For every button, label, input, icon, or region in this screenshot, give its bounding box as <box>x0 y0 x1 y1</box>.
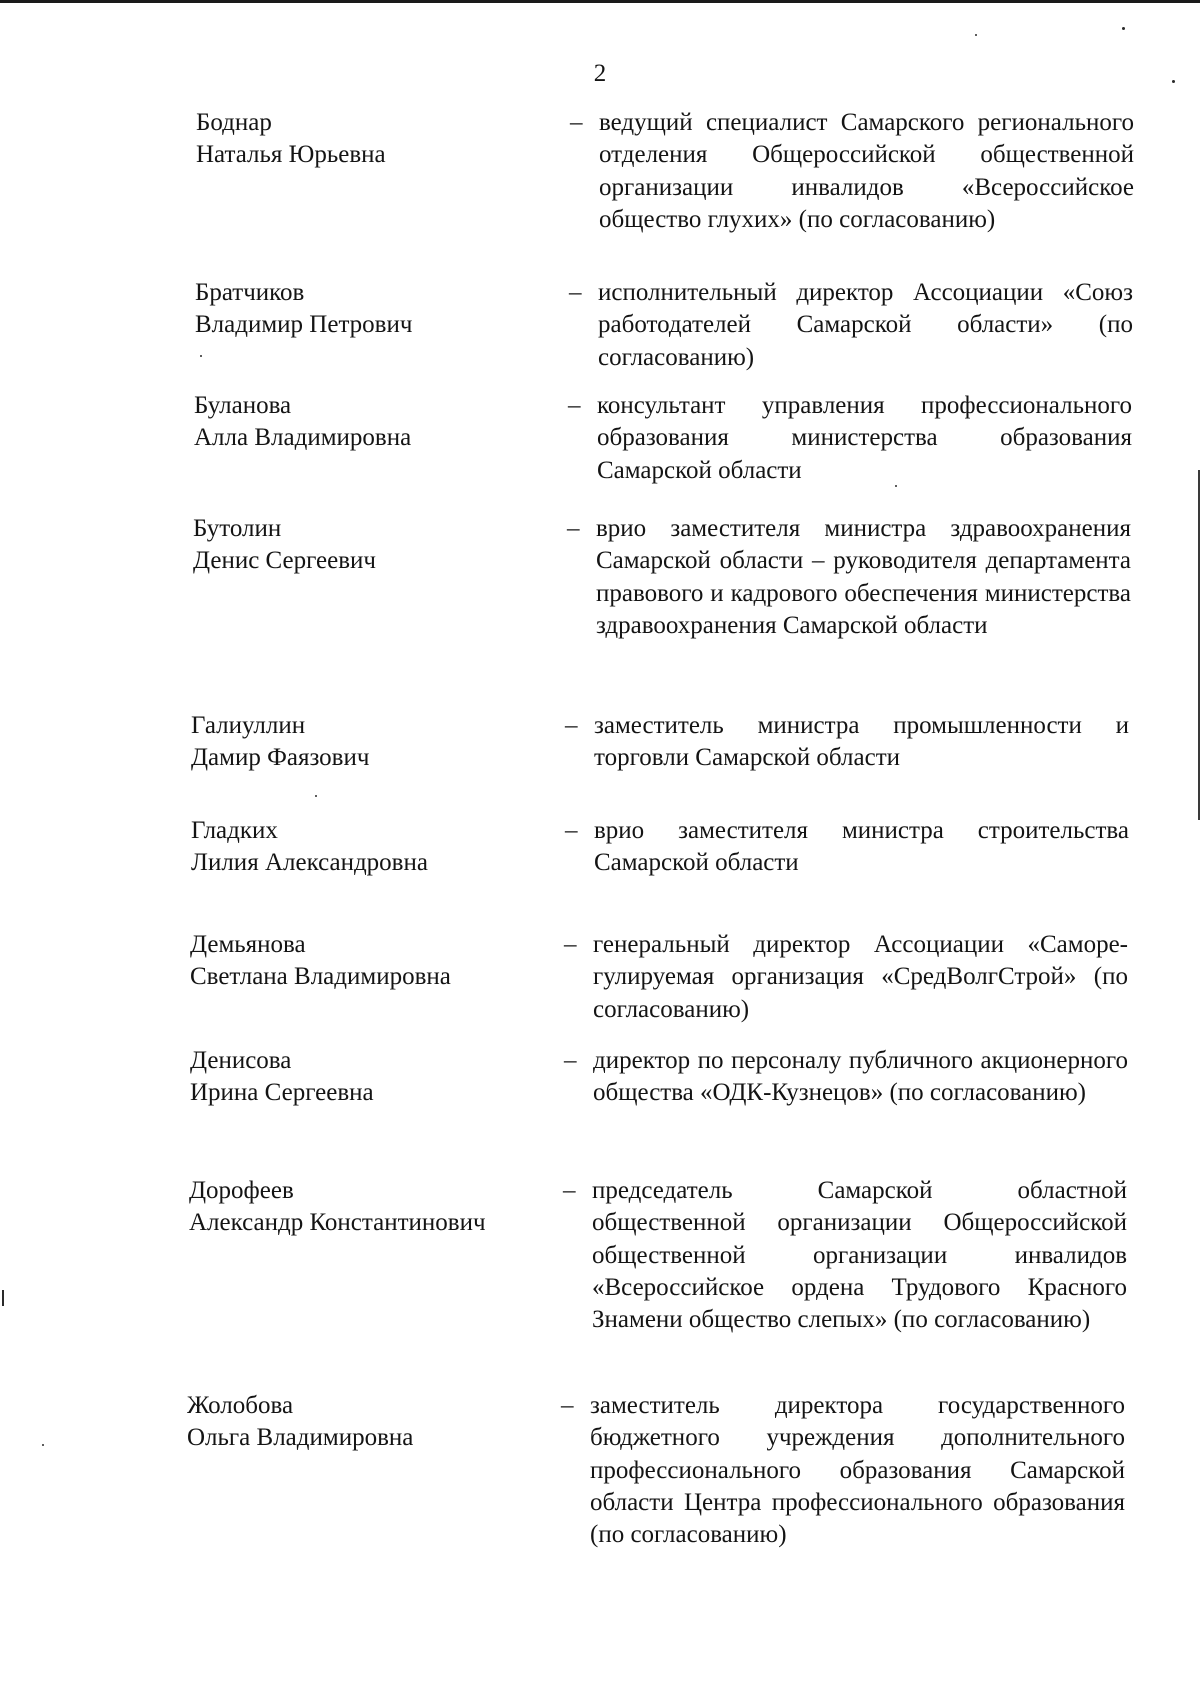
member-given-names: Алла Владимировна <box>194 424 412 452</box>
member-given-names: Наталья Юрьевна <box>196 141 386 169</box>
member-given-names: Денис Сергеевич <box>193 547 377 575</box>
entry-dash: – <box>565 712 578 739</box>
entry-dash: – <box>563 1177 576 1204</box>
member-position: ведущий специалист Самарского регионального отделения Общероссийской общественной организации инвалидов «Всероссийское общество глухих» (по согласованию) <box>599 109 1134 233</box>
member-position: заместитель директора государственного бюджетного учреждения дополнительного профессионального образования Самарской области Центра профессионального образования (по согласованию) <box>590 1392 1125 1549</box>
member-given-names: Дамир Фаязович <box>191 744 370 772</box>
scan-speck <box>975 34 977 36</box>
member-position: врио заместителя министра строительства Самарской области <box>594 817 1129 877</box>
page-number: 2 <box>593 60 607 87</box>
member-surname: Братчиков <box>195 279 305 306</box>
member-surname: Галиуллин <box>191 712 306 739</box>
member-name <box>193 513 533 578</box>
member-position: исполнительный директор Ассоциации «Союз работодателей Самарской области» (по согласованию) <box>598 279 1133 371</box>
scan-speck <box>2 1290 4 1306</box>
member-position: заместитель министра промышленности и торговли Самарской области <box>594 712 1129 772</box>
member-surname: Боднар <box>196 109 272 136</box>
member-surname: Денисова <box>190 1047 292 1074</box>
member-surname: Дорофеев <box>189 1177 294 1204</box>
scan-speck <box>1172 80 1175 83</box>
member-surname: Жолобова <box>187 1392 294 1419</box>
member-surname: Бутолин <box>193 515 282 542</box>
member-name <box>191 710 531 775</box>
member-position: директор по персоналу публичного акционерного общества «ОДК-Кузнецов» (по согласованию) <box>593 1047 1128 1107</box>
member-name <box>191 815 531 880</box>
member-surname: Гладких <box>191 817 278 844</box>
entry-dash: – <box>569 279 582 306</box>
member-name <box>196 107 536 172</box>
member-name <box>190 929 530 994</box>
member-name <box>187 1390 527 1455</box>
entry-dash: – <box>561 1392 574 1419</box>
member-surname: Демьянова <box>190 931 306 958</box>
top-border-line <box>0 0 1200 3</box>
member-name <box>190 1045 530 1110</box>
entry-dash: – <box>565 817 578 844</box>
entry-dash: – <box>570 109 583 136</box>
scan-speck <box>200 355 202 357</box>
scan-speck <box>1122 27 1125 30</box>
member-given-names: Ирина Сергеевна <box>190 1079 374 1107</box>
member-given-names: Владимир Петрович <box>195 311 413 339</box>
member-position: генеральный директор Ассоциации «Саморегулируемая организация «СредВолгСтрой» (по согласованию) <box>593 931 1128 1023</box>
scan-speck <box>895 485 897 487</box>
member-given-names: Александр Константинович <box>189 1209 486 1237</box>
member-name <box>194 390 534 455</box>
member-name <box>195 277 535 342</box>
entry-dash: – <box>568 392 581 419</box>
entry-dash: – <box>564 931 577 958</box>
member-given-names: Светлана Владимировна <box>190 963 451 991</box>
member-name <box>189 1175 529 1240</box>
member-given-names: Ольга Владимировна <box>187 1424 414 1452</box>
member-position: председатель Самарской областной общественной организации Общероссийской общественной организации инвалидов «Всероссийское ордена Трудового Красного Знамени общество слепых» (по согласованию) <box>592 1177 1127 1334</box>
member-position: врио заместителя министра здравоохранения Самарской области – руководителя департамента правового и кадрового обеспечения министерства здравоохранения Самарской области <box>596 515 1131 639</box>
member-surname: Буланова <box>194 392 292 419</box>
entry-dash: – <box>567 515 580 542</box>
member-position: консультант управления профессионального образования министерства образования Самарской области <box>597 392 1132 484</box>
scan-speck <box>315 795 317 797</box>
entry-dash: – <box>564 1047 577 1074</box>
scan-speck <box>42 1444 44 1446</box>
member-given-names: Лилия Александровна <box>191 849 428 877</box>
